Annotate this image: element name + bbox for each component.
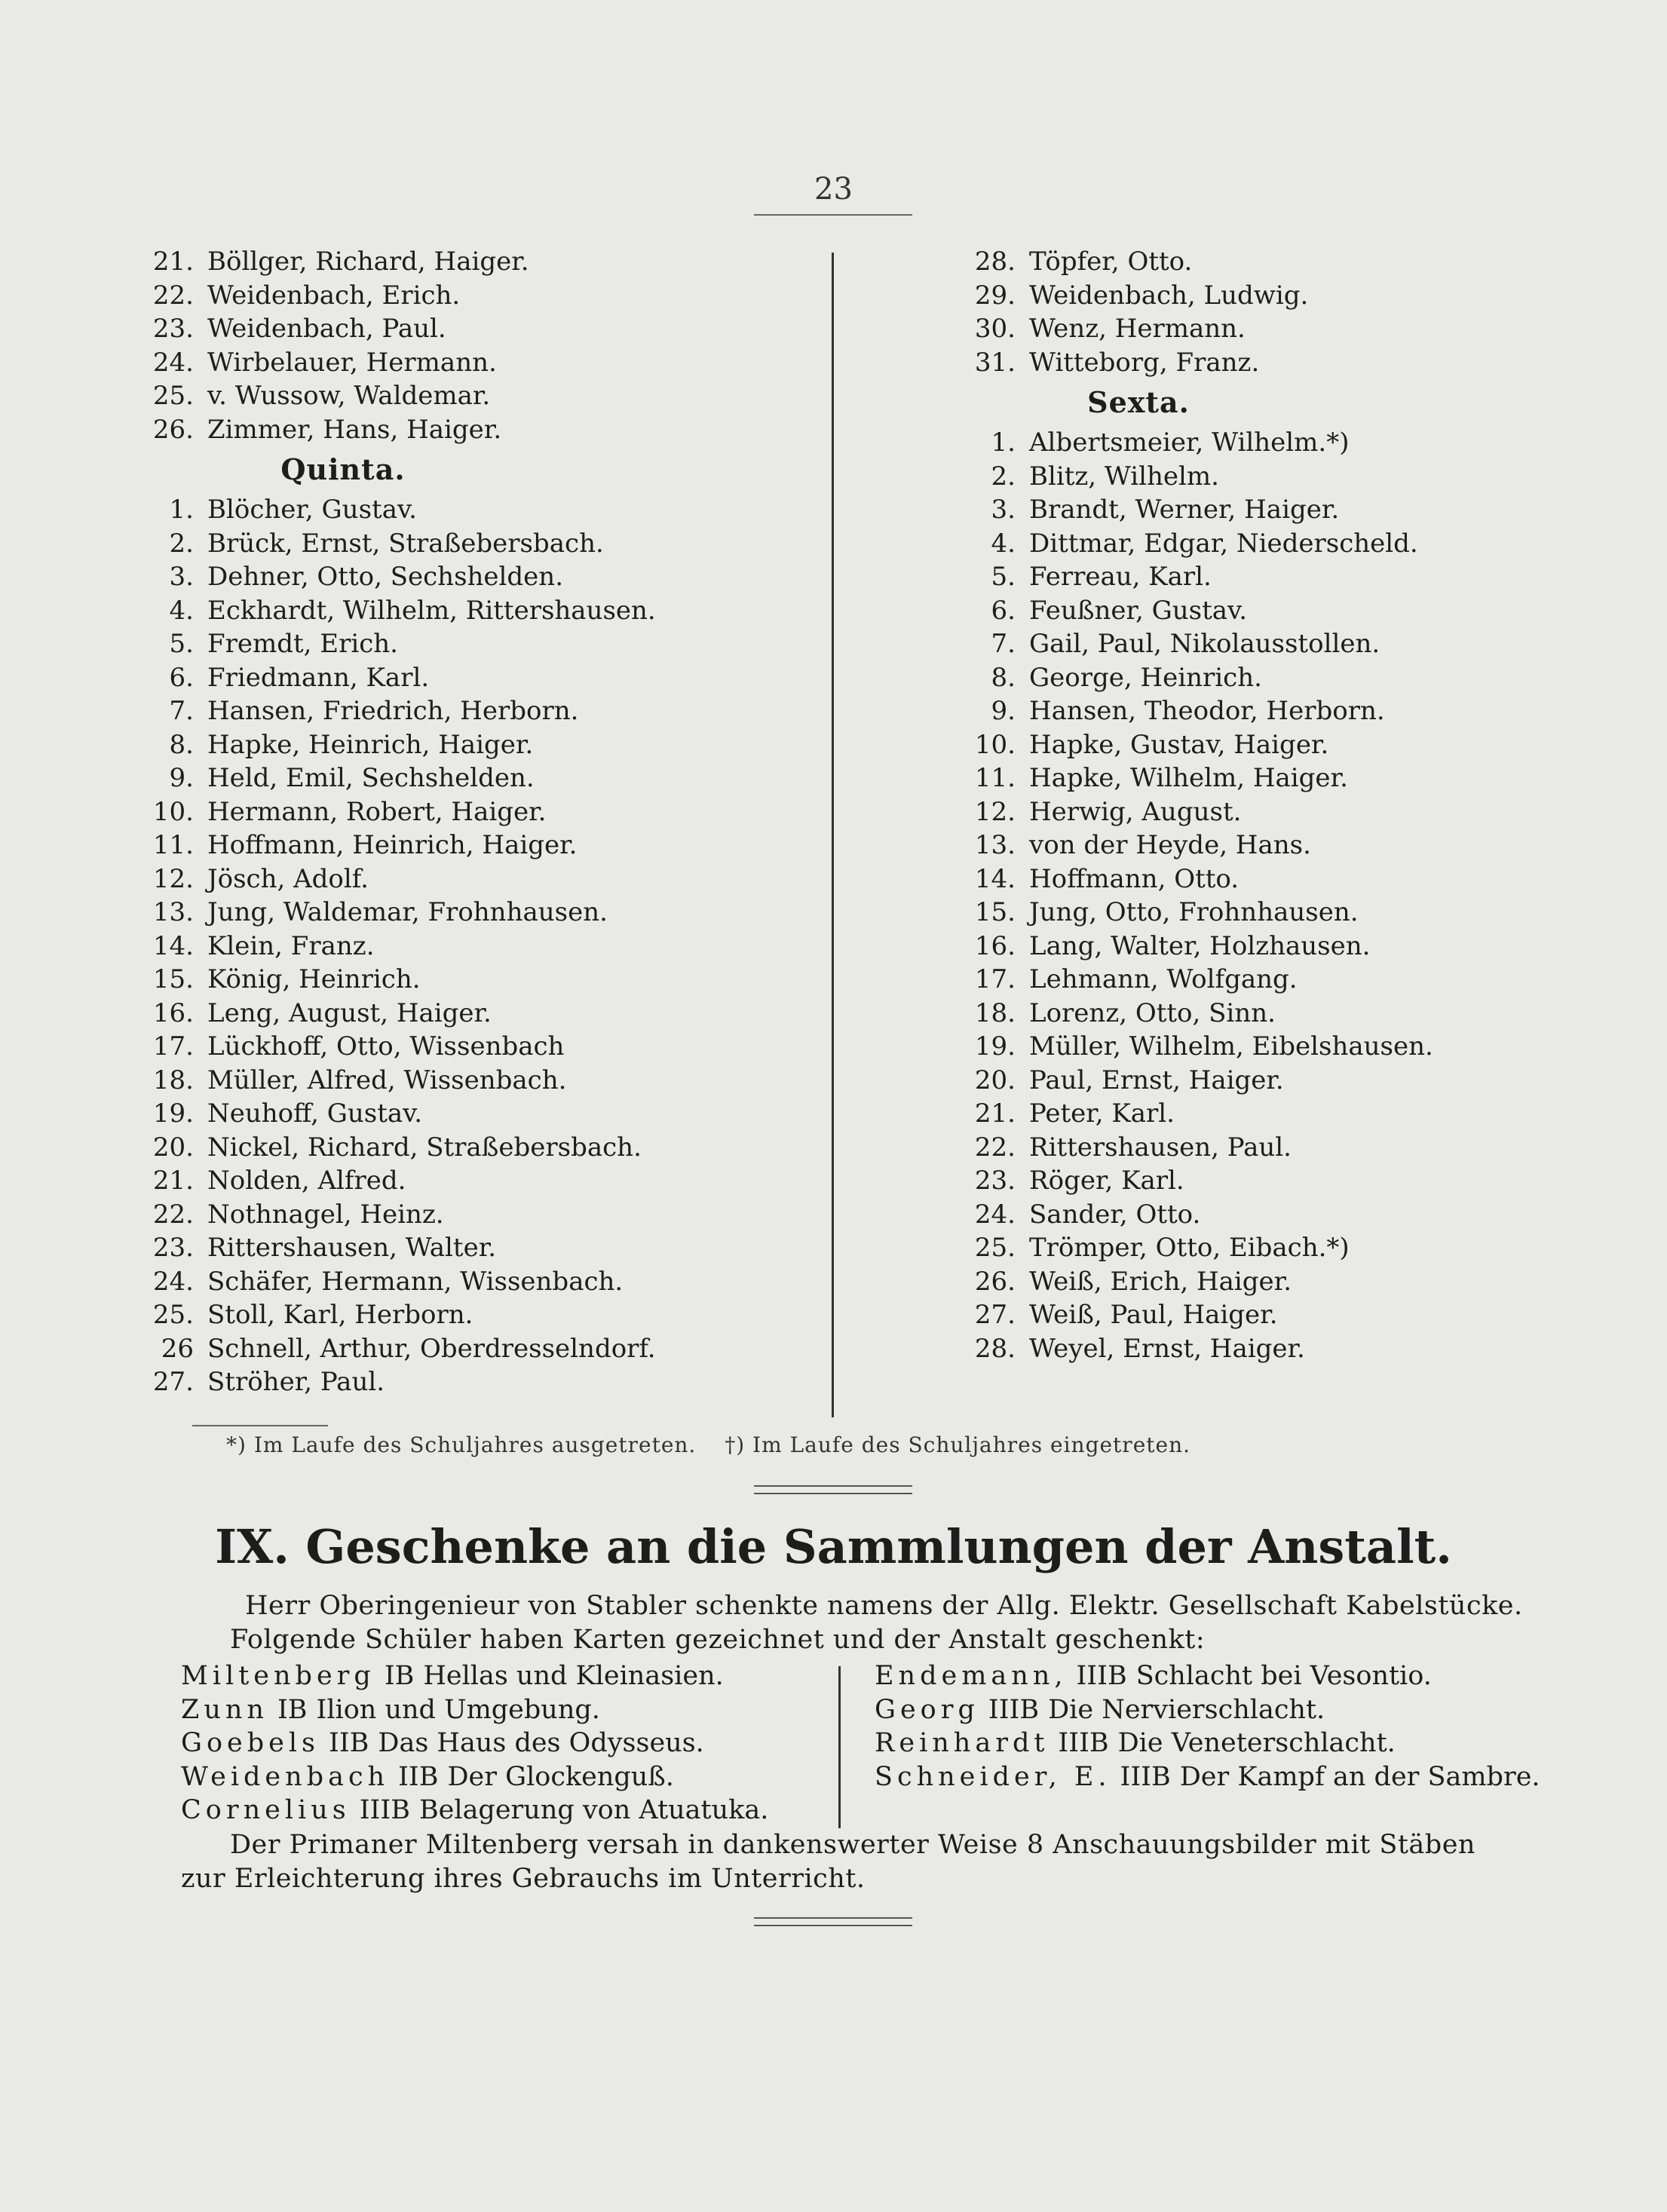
list-item-name: Hapke, Wilhelm, Haiger.	[1029, 763, 1348, 793]
map-title: Schlacht bei Vesontio.	[1135, 1661, 1432, 1691]
list-item	[969, 1131, 1647, 1165]
list-item-name: Held, Emil, Sechshelden.	[207, 763, 535, 793]
list-item-name: Witteborg, Franz.	[1029, 347, 1260, 378]
list-item-name: Blöcher, Gustav.	[207, 495, 417, 525]
list-item-number: 18.	[152, 1065, 194, 1095]
list-item-name: König, Heinrich.	[207, 964, 421, 994]
list-item-name: Weidenbach, Paul.	[207, 314, 446, 344]
list-item-number: 17.	[152, 1031, 194, 1062]
list-item-number: 9.	[991, 696, 1016, 726]
list-item-number: 10.	[152, 796, 194, 827]
map-class: IIIB	[1076, 1661, 1127, 1691]
list-item-number: 5.	[169, 629, 194, 659]
list-item-number: 8.	[169, 729, 194, 760]
list-item	[147, 379, 811, 413]
map-title: Der Glockenguß.	[447, 1761, 674, 1792]
list-item	[147, 661, 811, 695]
section-separator-bottom	[754, 1917, 912, 1926]
list-item	[147, 896, 811, 930]
list-item	[147, 1097, 811, 1131]
list-item-name: Leng, August, Haiger.	[207, 997, 492, 1028]
list-item-number: 31.	[974, 347, 1016, 378]
map-title: Die Veneterschlacht.	[1117, 1728, 1396, 1758]
list-item-name: Nickel, Richard, Straßebersbach.	[207, 1132, 642, 1163]
list-item	[969, 1030, 1647, 1064]
list-item-number: 22.	[152, 1199, 194, 1230]
maps-list-left	[181, 1659, 829, 1828]
list-item-name: George, Heinrich.	[1029, 662, 1262, 693]
list-item	[147, 694, 811, 728]
left-column	[147, 245, 811, 1399]
list-item-number: 26	[161, 1333, 194, 1364]
list-item-name: Hapke, Gustav, Haiger.	[1029, 729, 1329, 760]
list-item-number: 27.	[152, 1367, 194, 1397]
list-item	[147, 963, 811, 997]
list-item	[969, 279, 1647, 313]
list-item	[147, 560, 811, 594]
list-item-number: 25.	[152, 1300, 194, 1330]
list-item	[147, 728, 811, 762]
list-item	[147, 1365, 811, 1399]
map-student: Endemann,	[875, 1661, 1068, 1691]
footnote-rule	[192, 1425, 328, 1426]
list-item	[969, 460, 1647, 494]
list-item-name: Nolden, Alfred.	[207, 1166, 406, 1196]
list-item	[147, 997, 811, 1031]
list-item-number: 7.	[991, 629, 1016, 659]
page-number: 23	[814, 172, 853, 207]
right-column	[969, 245, 1647, 1365]
list-item-name: Weiß, Erich, Haiger.	[1029, 1266, 1292, 1297]
list-item-name: Müller, Wilhelm, Eibelshausen.	[1029, 1031, 1433, 1062]
list-item-number: 17.	[974, 964, 1016, 994]
list-item-number: 22.	[974, 1132, 1016, 1163]
list-item	[147, 829, 811, 862]
list-item-number: 2.	[991, 461, 1016, 492]
list-item-name: Weidenbach, Erich.	[207, 280, 461, 311]
list-item-number: 19.	[974, 1031, 1016, 1062]
map-student: Reinhardt	[875, 1728, 1050, 1758]
map-class: IB	[384, 1661, 415, 1691]
list-item-name: Schnell, Arthur, Oberdresselndorf.	[207, 1333, 656, 1364]
quinta-list	[147, 493, 811, 1399]
list-item-name: Stoll, Karl, Herborn.	[207, 1300, 473, 1330]
list-item-name: Peter, Karl.	[1029, 1098, 1175, 1129]
map-title: Der Kampf an der Sambre.	[1179, 1761, 1540, 1792]
map-entry	[875, 1726, 1553, 1760]
list-item	[147, 1265, 811, 1299]
map-class: IIB	[329, 1728, 369, 1758]
list-item-name: Weiß, Paul, Haiger.	[1029, 1300, 1278, 1330]
list-item-number: 23.	[152, 314, 194, 344]
maps-list-right	[875, 1659, 1553, 1794]
list-item-number: 25.	[152, 381, 194, 411]
list-item	[969, 346, 1647, 380]
list-item-number: 19.	[152, 1098, 194, 1129]
list-item-number: 14.	[152, 930, 194, 961]
list-item-name: Brück, Ernst, Straßebersbach.	[207, 528, 604, 559]
list-item	[969, 728, 1647, 762]
map-entry	[875, 1760, 1553, 1794]
map-class: IIB	[398, 1761, 439, 1792]
list-item-number: 30.	[974, 314, 1016, 344]
list-item-number: 11.	[974, 763, 1016, 793]
list-item-number: 7.	[169, 696, 194, 726]
list-item	[969, 560, 1647, 594]
map-title: Das Haus des Odysseus.	[378, 1728, 704, 1758]
page-number-rule	[754, 214, 912, 216]
list-item	[969, 1298, 1647, 1332]
list-item-name: Hoffmann, Heinrich, Haiger.	[207, 830, 578, 860]
list-item-number: 24.	[974, 1199, 1016, 1230]
list-item-number: 9.	[169, 763, 194, 793]
list-item-name: Hoffmann, Otto.	[1029, 863, 1240, 894]
list-item	[147, 1164, 811, 1198]
list-item-name: Rittershausen, Walter.	[207, 1233, 497, 1263]
list-item	[147, 1298, 811, 1332]
map-student: Goebels	[181, 1728, 320, 1758]
list-item-name: von der Heyde, Hans.	[1029, 830, 1311, 860]
list-item	[969, 896, 1647, 930]
list-item-name: Lehmann, Wolfgang.	[1029, 964, 1298, 994]
list-item-number: 28.	[974, 1333, 1016, 1364]
list-item	[147, 413, 811, 447]
list-item-number: 16.	[152, 997, 194, 1028]
list-item-number: 15.	[152, 964, 194, 994]
list-item-name: Rittershausen, Paul.	[1029, 1132, 1292, 1163]
list-item-name: Wenz, Hermann.	[1029, 314, 1246, 344]
list-item-name: Friedmann, Karl.	[207, 662, 430, 693]
list-item-name: Nothnagel, Heinz.	[207, 1199, 444, 1230]
list-item-name: Fremdt, Erich.	[207, 629, 398, 659]
list-item-name: Lang, Walter, Holzhausen.	[1029, 930, 1371, 961]
list-item-name: Hansen, Friedrich, Herborn.	[207, 696, 579, 726]
list-item-name: Zimmer, Hans, Haiger.	[207, 414, 502, 445]
list-item	[969, 627, 1647, 661]
list-item-name: Neuhoff, Gustav.	[207, 1098, 423, 1129]
list-item-number: 25.	[974, 1233, 1016, 1263]
list-item-number: 24.	[152, 347, 194, 378]
list-item-name: Dittmar, Edgar, Niederscheld.	[1029, 528, 1418, 559]
list-item	[969, 245, 1647, 279]
list-item-name: Böllger, Richard, Haiger.	[207, 247, 529, 277]
map-student: Weidenbach	[181, 1761, 390, 1792]
map-student: Georg	[875, 1694, 979, 1725]
list-item-number: 28.	[974, 247, 1016, 277]
list-item-number: 20.	[152, 1132, 194, 1163]
list-item-name: Müller, Alfred, Wissenbach.	[207, 1065, 567, 1095]
list-item	[147, 1064, 811, 1098]
paragraph-maps-intro: Folgende Schüler haben Karten gezeichnet und der Anstalt geschenkt:	[230, 1625, 1206, 1655]
list-item	[147, 279, 811, 313]
list-item-name: Paul, Ernst, Haiger.	[1029, 1065, 1284, 1095]
list-item	[969, 594, 1647, 628]
list-item	[147, 1131, 811, 1165]
list-item-name: Ströher, Paul.	[207, 1367, 385, 1397]
list-item-number: 13.	[974, 830, 1016, 860]
list-item-number: 1.	[169, 495, 194, 525]
list-item-name: Herwig, August.	[1029, 796, 1242, 827]
list-item	[147, 761, 811, 795]
sexta-heading: Sexta.	[1087, 385, 1190, 419]
list-item	[147, 930, 811, 964]
list-item	[969, 829, 1647, 862]
list-item-number: 2.	[169, 528, 194, 559]
list-item-name: Ferreau, Karl.	[1029, 562, 1212, 592]
map-title: Die Nervierschlacht.	[1048, 1694, 1325, 1725]
list-item-number: 22.	[152, 280, 194, 311]
list-item-number: 8.	[991, 662, 1016, 693]
list-item-number: 6.	[991, 595, 1016, 626]
list-item-name: Lorenz, Otto, Sinn.	[1029, 997, 1276, 1028]
list-item	[969, 997, 1647, 1031]
map-student: Miltenberg	[181, 1661, 375, 1691]
list-item-number: 3.	[991, 495, 1016, 525]
list-item-number: 13.	[152, 897, 194, 927]
list-item	[147, 1198, 811, 1232]
footnote-right: †) Im Laufe des Schuljahres eingetreten.	[725, 1432, 1191, 1457]
list-item-number: 10.	[974, 729, 1016, 760]
list-item	[147, 493, 811, 527]
list-item	[147, 245, 811, 279]
list-item-name: Töpfer, Otto.	[1029, 247, 1193, 277]
list-item	[147, 346, 811, 380]
sexta-list	[969, 426, 1647, 1365]
list-item	[147, 1332, 811, 1366]
list-item-number: 16.	[974, 930, 1016, 961]
list-item	[969, 862, 1647, 896]
right-top-list	[969, 245, 1647, 379]
map-entry	[181, 1760, 829, 1794]
footnotes	[226, 1432, 1212, 1457]
list-item-name: Röger, Karl.	[1029, 1166, 1184, 1196]
list-item-name: Hermann, Robert, Haiger.	[207, 796, 547, 827]
map-student: Zunn	[181, 1694, 268, 1725]
list-item-name: Wirbelauer, Hermann.	[207, 347, 497, 378]
list-item-name: Dehner, Otto, Sechshelden.	[207, 562, 563, 592]
list-item-number: 5.	[991, 562, 1016, 592]
list-item	[147, 594, 811, 628]
list-item-name: Weyel, Ernst, Haiger.	[1029, 1333, 1305, 1364]
map-entry	[181, 1794, 829, 1828]
list-item-number: 24.	[152, 1266, 194, 1297]
list-item-name: Sander, Otto.	[1029, 1199, 1201, 1230]
section-separator-top	[754, 1485, 912, 1494]
list-item-number: 23.	[974, 1166, 1016, 1196]
list-item-name: Jung, Waldemar, Frohnhausen.	[207, 897, 608, 927]
list-item-name: Schäfer, Hermann, Wissenbach.	[207, 1266, 624, 1297]
footnote-left: *) Im Laufe des Schuljahres ausgetreten.	[226, 1432, 697, 1457]
list-item	[969, 1064, 1647, 1098]
list-item-number: 3.	[169, 562, 194, 592]
list-item-name: Klein, Franz.	[207, 930, 375, 961]
list-item-number: 15.	[974, 897, 1016, 927]
map-title: Hellas und Kleinasien.	[423, 1661, 724, 1691]
map-student: Schneider, E.	[875, 1761, 1111, 1792]
list-item	[969, 930, 1647, 964]
list-item-name: Jösch, Adolf.	[207, 863, 369, 894]
list-item-number: 18.	[974, 997, 1016, 1028]
list-item-name: Brandt, Werner, Haiger.	[1029, 495, 1340, 525]
map-class: IB	[277, 1694, 308, 1725]
list-item	[969, 661, 1647, 695]
maps-divider	[838, 1666, 841, 1828]
column-divider	[832, 253, 834, 1417]
list-item	[969, 1097, 1647, 1131]
list-item	[969, 761, 1647, 795]
list-item-number: 14.	[974, 863, 1016, 894]
map-entry	[181, 1659, 829, 1693]
list-item	[969, 795, 1647, 829]
list-item-number: 4.	[169, 595, 194, 626]
list-item	[969, 1198, 1647, 1232]
list-item-number: 4.	[991, 528, 1016, 559]
list-item-number: 21.	[152, 247, 194, 277]
list-item	[147, 527, 811, 561]
list-item-number: 26.	[974, 1266, 1016, 1297]
map-class: IIIB	[988, 1694, 1040, 1725]
list-item	[969, 426, 1647, 460]
paragraph-primaner-line2: zur Erleichterung ihres Gebrauchs im Unterricht.	[181, 1864, 866, 1894]
list-item-name: Hansen, Theodor, Herborn.	[1029, 696, 1385, 726]
list-item-number: 1.	[991, 427, 1016, 458]
list-item	[147, 862, 811, 896]
list-item	[969, 312, 1647, 346]
list-item-number: 11.	[152, 830, 194, 860]
list-item-name: Eckhardt, Wilhelm, Rittershausen.	[207, 595, 656, 626]
list-item	[969, 963, 1647, 997]
list-item-name: Albertsmeier, Wilhelm.*)	[1029, 427, 1350, 458]
map-class: IIIB	[359, 1795, 410, 1825]
quinta-heading: Quinta.	[280, 452, 406, 486]
map-entry	[181, 1693, 829, 1727]
list-item-number: 12.	[152, 863, 194, 894]
list-item-number: 6.	[169, 662, 194, 693]
list-item	[969, 1265, 1647, 1299]
section-title: IX. Geschenke an die Sammlungen der Anstalt.	[215, 1519, 1452, 1574]
list-item	[147, 1231, 811, 1265]
list-item	[969, 1332, 1647, 1366]
list-item-number: 20.	[974, 1065, 1016, 1095]
list-item-name: Trömper, Otto, Eibach.*)	[1029, 1233, 1350, 1263]
list-item-number: 23.	[152, 1233, 194, 1263]
paragraph-donation: Herr Oberingenieur von Stabler schenkte namens der Allg. Elektr. Gesellschaft Kabelstücke.	[245, 1591, 1523, 1621]
list-item	[969, 1231, 1647, 1265]
paragraph-primaner-line1: Der Primaner Miltenberg versah in dankenswerter Weise 8 Anschauungsbilder mit Stäben	[230, 1830, 1475, 1860]
list-item-name: Hapke, Heinrich, Haiger.	[207, 729, 534, 760]
list-item	[969, 694, 1647, 728]
list-item	[147, 1030, 811, 1064]
list-item	[147, 795, 811, 829]
list-item-name: Gail, Paul, Nikolausstollen.	[1029, 629, 1380, 659]
map-title: Belagerung von Atuatuka.	[418, 1795, 769, 1825]
list-item	[147, 627, 811, 661]
map-entry	[875, 1659, 1553, 1693]
list-item	[147, 312, 811, 346]
list-item-name: Jung, Otto, Frohnhausen.	[1029, 897, 1359, 927]
list-item-number: 21.	[152, 1166, 194, 1196]
list-item-number: 12.	[974, 796, 1016, 827]
list-item-name: Lückhoff, Otto, Wissenbach	[207, 1031, 565, 1062]
map-student: Cornelius	[181, 1795, 351, 1825]
list-item	[969, 527, 1647, 561]
list-item	[969, 493, 1647, 527]
list-item-number: 21.	[974, 1098, 1016, 1129]
list-item-name: Feußner, Gustav.	[1029, 595, 1248, 626]
list-item-number: 27.	[974, 1300, 1016, 1330]
map-class: IIIB	[1058, 1728, 1109, 1758]
list-item-name: Weidenbach, Ludwig.	[1029, 280, 1309, 311]
map-title: Ilion und Umgebung.	[316, 1694, 600, 1725]
list-item-name: Blitz, Wilhelm.	[1029, 461, 1219, 492]
map-entry	[875, 1693, 1553, 1727]
left-top-list	[147, 245, 811, 446]
list-item-number: 29.	[974, 280, 1016, 311]
list-item	[969, 1164, 1647, 1198]
map-entry	[181, 1726, 829, 1760]
list-item-number: 26.	[152, 414, 194, 445]
list-item-name: v. Wussow, Waldemar.	[207, 381, 491, 411]
map-class: IIIB	[1120, 1761, 1171, 1792]
